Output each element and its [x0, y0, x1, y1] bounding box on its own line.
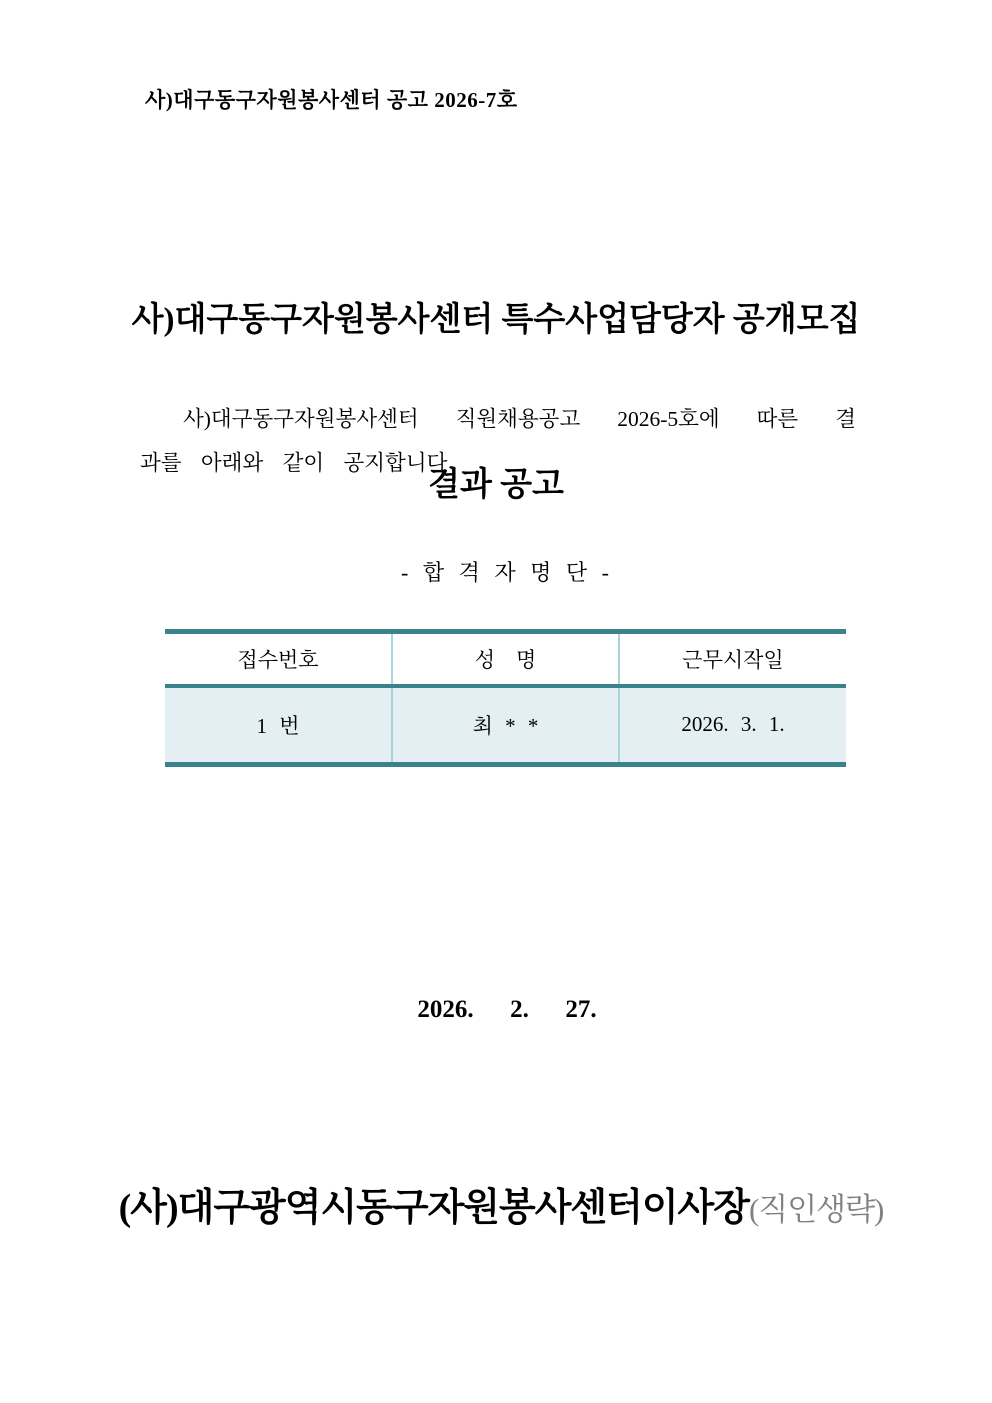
- body-word: 사)대구동구자원봉사센터: [183, 407, 419, 431]
- signature-line: [10, 1176, 992, 1231]
- doc-number: 사)대구동구자원봉사센터 공고 2026-7호: [145, 88, 518, 112]
- body-paragraph-line1: [140, 404, 856, 435]
- body-paragraph: [140, 404, 856, 479]
- table-header-row: [165, 632, 846, 686]
- pass-list-heading: - 합 격 자 명 단 -: [401, 560, 609, 585]
- body-word: 결: [835, 407, 856, 431]
- announcement-date: 2026. 2. 27.: [417, 996, 597, 1023]
- body-word: 2026-5호에: [617, 407, 720, 431]
- document-title-line2: 결과 공고: [428, 467, 564, 503]
- body-word: 직원채용공고: [455, 407, 581, 431]
- signature-seal-omitted-note: (직인생략): [748, 1192, 884, 1227]
- body-paragraph-line2: 과를 아래와 같이 공지합니다: [140, 451, 448, 475]
- cell-start-date: 2026. 3. 1.: [619, 686, 846, 765]
- body-word: 따른: [756, 407, 799, 431]
- cell-receipt-number: 1 번: [256, 713, 300, 738]
- table-row: [165, 686, 846, 765]
- column-header-start-date: 근무시작일: [619, 632, 846, 686]
- column-header-name: 성 명: [392, 632, 619, 686]
- document-title-line1: 사)대구동구자원봉사센터 특수사업담당자 공개모집: [131, 302, 861, 338]
- pass-list-table: [165, 629, 846, 767]
- signature-org-title: (사)대구광역시동구자원봉사센터이사장: [118, 1187, 749, 1229]
- column-header-receipt-number: 접수번호: [165, 632, 392, 686]
- cell-name: 최 * *: [392, 686, 619, 765]
